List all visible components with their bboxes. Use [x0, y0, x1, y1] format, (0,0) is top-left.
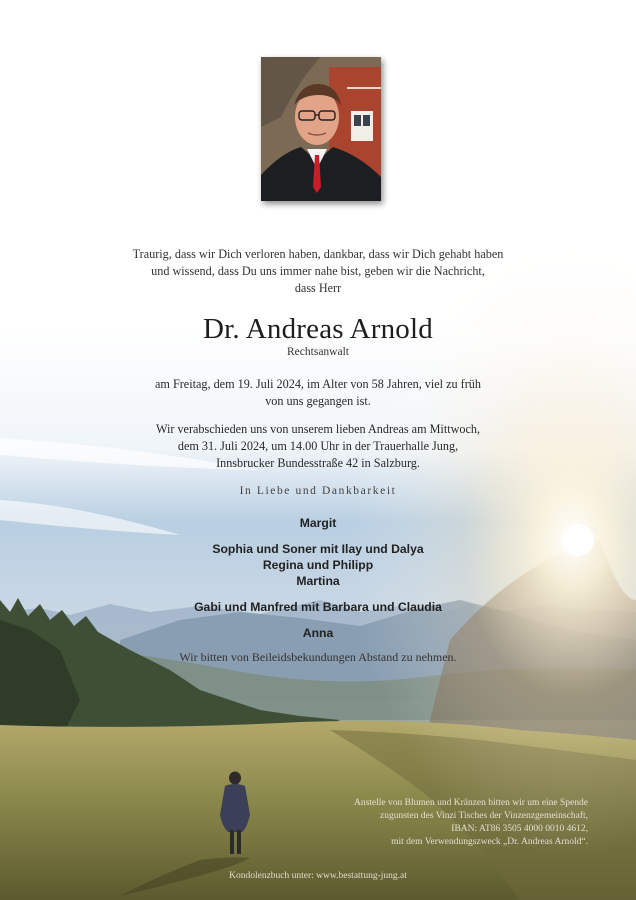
funeral-line: dem 31. Juli 2024, um 14.00 Uhr in der Trauerhalle Jung,: [177, 439, 459, 453]
mourner-name: Sophia und Soner mit Ilay und Dalya: [212, 542, 424, 556]
donation-line: mit dem Verwendungszweck „Dr. Andreas Arnold“.: [391, 837, 588, 847]
funeral-info: [0, 421, 636, 472]
funeral-line: Innsbrucker Bundesstraße 42 in Salzburg.: [216, 456, 420, 470]
intro-line: dass Herr: [294, 281, 342, 295]
donation-line: Anstelle von Blumen und Kränzen bitten wir um eine Spende: [353, 798, 588, 808]
intro-line: Traurig, dass wir Dich verloren haben, dankbar, dass wir Dich gehabt haben: [132, 247, 504, 261]
funeral-line: Wir verabschieden uns von unserem lieben Andreas am Mittwoch,: [155, 422, 481, 436]
donation-line: IBAN: AT86 3505 4000 0010 4612,: [451, 824, 588, 834]
mourner-name: Gabi und Manfred mit Barbara und Claudia: [194, 600, 442, 614]
deceased-profession: Rechtsanwalt: [287, 346, 349, 358]
death-line: von uns gegangen ist.: [265, 394, 371, 408]
donation-notice: [288, 797, 588, 849]
mourner-name: Martina: [296, 574, 340, 588]
closing-phrase: In Liebe und Dankbarkeit: [239, 485, 397, 497]
mourner-name: Margit: [299, 516, 337, 530]
mourner-name: Regina und Philipp: [262, 558, 374, 572]
condolence-request: Wir bitten von Beileidsbekundungen Abstand zu nehmen.: [179, 650, 457, 664]
deceased-name: Dr. Andreas Arnold: [203, 313, 433, 345]
condolence-book-link[interactable]: Kondolenzbuch unter: www.bestattung-jung.at: [229, 871, 407, 881]
mourner-name: Anna: [302, 626, 334, 640]
death-notice: [0, 376, 636, 410]
portrait-photo: [261, 57, 381, 201]
death-line: am Freitag, dem 19. Juli 2024, im Alter von 58 Jahren, viel zu früh: [155, 377, 481, 391]
donation-line: zugunsten des Vinzi Tisches der Vinzenzgemeinschaft,: [380, 811, 588, 821]
intro-text: [0, 246, 636, 297]
intro-line: und wissend, dass Du uns immer nahe bist, geben wir die Nachricht,: [151, 264, 485, 278]
